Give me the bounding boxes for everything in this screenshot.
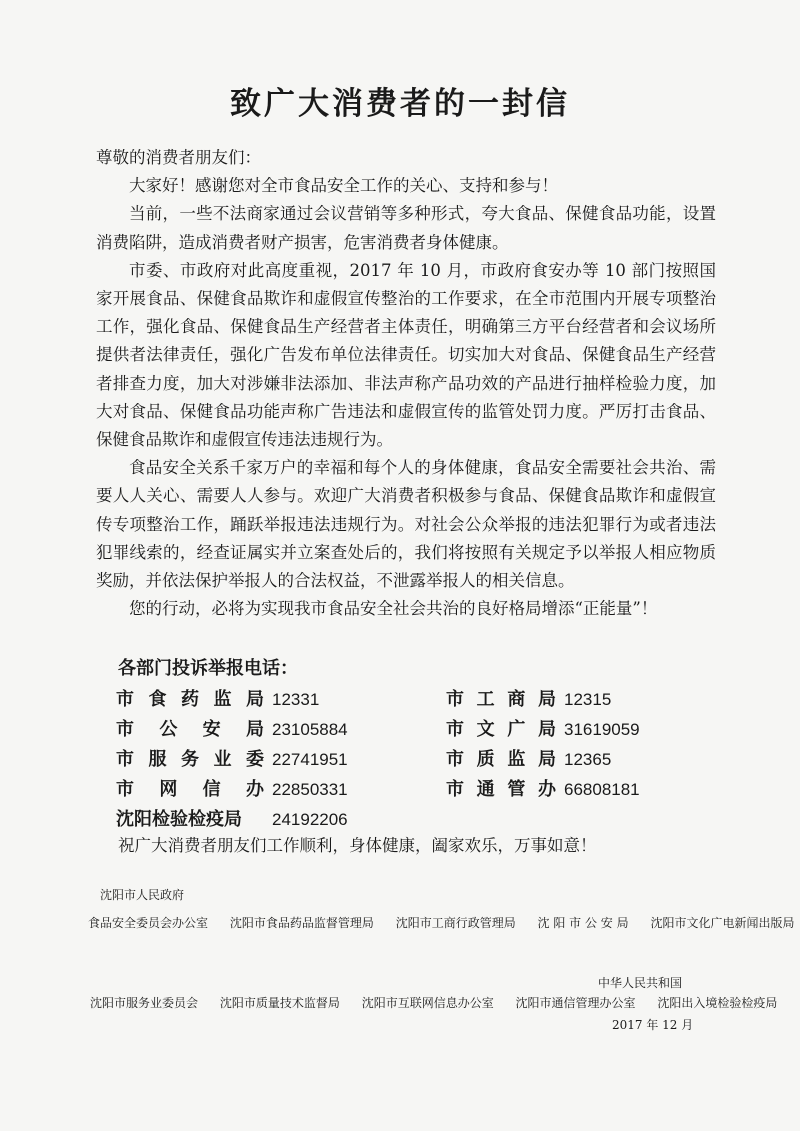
hotline-item [446, 775, 640, 801]
hotline-dept: 市通管办 [446, 779, 556, 800]
page-title: 致广大消费者的一封信 [230, 86, 570, 122]
hotline-heading: 各部门投诉举报电话： [118, 658, 298, 679]
salutation: 尊敬的消费者朋友们： [96, 148, 261, 167]
hotline-number: 23105884 [272, 720, 348, 739]
signature-org: 沈 阳 市 公 安 局 [537, 916, 629, 930]
paragraph-problem: 当前，一些不法商家通过会议营销等多种形式，夸大食品、保健食品功能，设置消费陷阱，造成消费者财产损害，危害消费者身体健康。 [96, 204, 716, 252]
hotline-dept: 市质监局 [446, 749, 556, 770]
hotline-item [116, 775, 348, 801]
letter-body [96, 144, 716, 623]
signature-gov-label: 沈阳市人民政府 [100, 888, 185, 902]
closing-wish: 祝广大消费者朋友们工作顺利，身体健康，阖家欢乐，万事如意！ [118, 836, 597, 855]
hotline-item [116, 745, 348, 771]
signature-org: 沈阳市质量技术监督局 [219, 996, 340, 1010]
signature-org: 沈阳市通信管理办公室 [515, 996, 636, 1010]
hotline-item [116, 715, 348, 741]
hotline-item [116, 805, 348, 831]
signature-org: 沈阳市服务业委员会 [90, 996, 199, 1010]
paragraph-greeting: 大家好！感谢您对全市食品安全工作的关心、支持和参与！ [129, 176, 558, 196]
paragraph-call: 食品安全关系千家万户的幸福和每个人的身体健康，食品安全需要社会共治、需要人人关心、需要人人参与。欢迎广大消费者积极参与食品、保健食品欺诈和虚假宣传专项整治工作，踊跃举报违法违规行为。对社会公众举报的违法犯罪行为或者违法犯罪线索的，经查证属实并立案查处后的，我们将按照有关规定予以举报人相应物质奖励，并依法保护举报人的合法权益，不泄露举报人的相关信息。 [96, 458, 716, 591]
paragraph-positive: 您的行动，必将为实现我市食品安全社会共治的良好格局增添“正能量”！ [129, 599, 658, 619]
hotline-dept: 市工商局 [446, 689, 556, 710]
hotline-number: 31619059 [564, 720, 640, 739]
hotline-number: 12315 [564, 690, 612, 709]
hotline-item [446, 745, 611, 771]
hotline-number: 24192206 [272, 810, 348, 829]
hotline-item [446, 685, 611, 711]
hotline-number: 22850331 [272, 780, 348, 799]
signature-org: 食品安全委员会办公室 [88, 916, 209, 930]
signature-prc-label: 中华人民共和国 [598, 976, 683, 990]
signature-org: 沈阳市互联网信息办公室 [361, 996, 494, 1010]
paragraph-action: 市委、市政府对此高度重视，2017 年 10 月，市政府食安办等 10 部门按照国家开展食品、保健食品欺诈和虚假宣传整治的工作要求，在全市范围内开展专项整治工作，强化食品、保健食品生产经营者主体责任，明确第三方平台经营者和会议场所提供者法律责任，强化广告发布单位法律责任。切实加大对食品、保健食品生产经营者排查力度，加大对涉嫌非法添加、非法声称产品功效的产品进行抽样检验力度，加大对食品、保健食品功能声称广告违法和虚假宣传的监管处罚力度。严厉打击食品、保健食品欺诈和虚假宣传违法违规行为。 [96, 260, 716, 450]
hotline-dept: 市文广局 [446, 719, 556, 740]
hotline-number: 12331 [272, 690, 320, 709]
hotline-number: 22741951 [272, 750, 348, 769]
signature-org: 沈阳出入境检验检疫局 [657, 996, 778, 1010]
hotline-dept: 市食药监局 [116, 689, 264, 710]
hotline-dept: 市公安局 [116, 719, 264, 740]
signature-org: 沈阳市工商行政管理局 [395, 916, 516, 930]
hotline-number: 12365 [564, 750, 612, 769]
hotline-item [116, 685, 319, 711]
hotline-item [446, 715, 640, 741]
signature-row-2 [90, 994, 795, 1011]
signature-row-1 [88, 914, 800, 931]
hotline-dept: 沈阳检验检疫局 [116, 809, 242, 830]
signature-date: 2017 年 12 月 [612, 1018, 694, 1032]
hotline-number: 66808181 [564, 780, 640, 799]
signature-org: 沈阳市食品药品监督管理局 [229, 916, 374, 930]
hotline-dept: 市服务业委 [116, 749, 264, 770]
signature-org: 沈阳市文化广电新闻出版局 [650, 916, 795, 930]
hotline-dept: 市网信办 [116, 779, 264, 800]
